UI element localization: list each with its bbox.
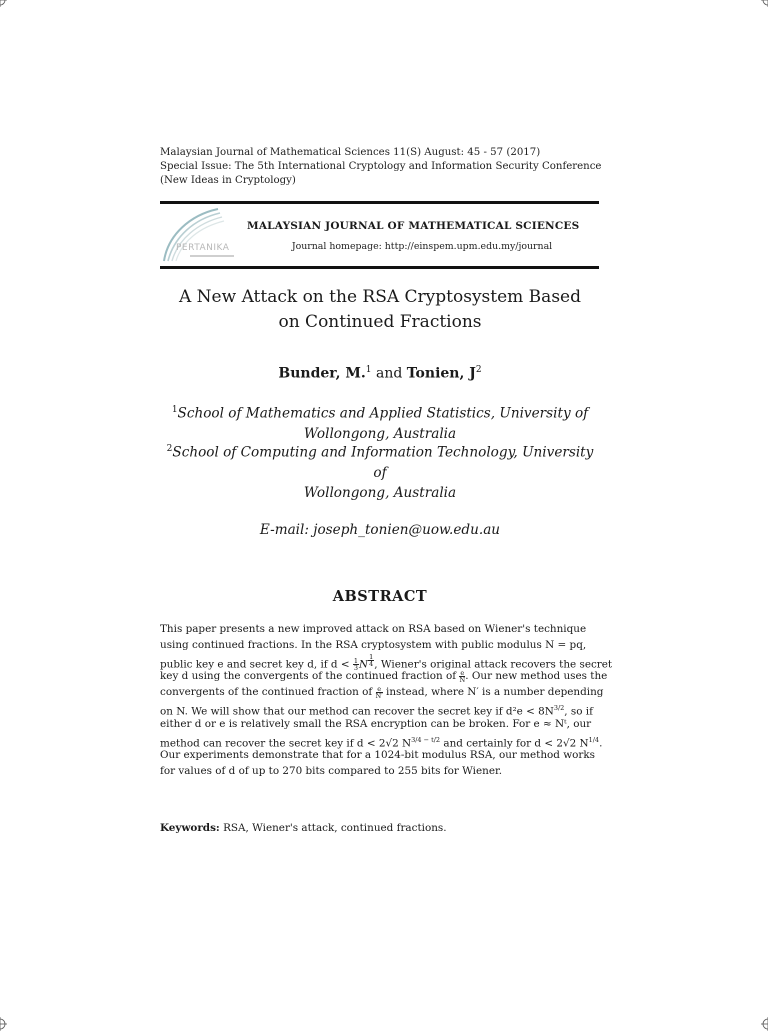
masthead-top-rule xyxy=(160,201,599,204)
author-name: Bunder, M. xyxy=(278,365,366,382)
abstract-line: on N. We will show that our method can recover the secret key if $d^2e < 8N^{3/2}$, so if xyxy=(160,703,593,718)
header-meta xyxy=(160,146,602,188)
abstract-line: Our experiments demonstrate that for a 1024-bit modulus RSA, our method works xyxy=(160,749,595,762)
journal-homepage[interactable]: Journal homepage: http://einspem.upm.edu.my/journal xyxy=(291,241,553,252)
affiliation-mark: 1 xyxy=(171,405,178,415)
logo-underline xyxy=(190,255,234,257)
logo-wordmark: PERTANIKA xyxy=(176,243,230,253)
title-line: A New Attack on the RSA Cryptosystem Based xyxy=(179,287,581,307)
masthead-bottom-rule xyxy=(160,266,599,269)
affiliation-mark: 1 xyxy=(365,365,372,375)
fraction: $\frac{e}{N}$ xyxy=(459,668,466,684)
contact-email[interactable]: E-mail: joseph_tonien@uow.edu.au xyxy=(259,522,501,538)
author-separator: and xyxy=(375,365,403,382)
crop-mark-icon xyxy=(761,1017,768,1031)
abstract-line: key d using the convergents of the continued fraction of $\frac{e}{N}$ . Our new method uses the xyxy=(160,668,608,684)
abstract-line: for values of d of up to 270 bits compared to 255 bits for Wiener. xyxy=(160,765,503,778)
affiliation xyxy=(160,400,600,444)
affiliation-mark: 2 xyxy=(166,444,173,454)
keywords-label: Keywords: xyxy=(160,822,220,834)
title-line: on Continued Fractions xyxy=(278,312,482,332)
crop-mark-icon xyxy=(0,0,7,7)
author-name: Tonien, J xyxy=(406,365,476,382)
abstract-line: method can recover the secret key if d < 2√2 $N^{3/4 - t/2}$ and certainly for d < 2√2 $N^{1/4}$. xyxy=(160,735,603,750)
abstract-line: public key e and secret key d, if d < $\frac{1}{3}$ N $^{\frac{1}{4}}$ , Wiener's original attack recovers the secret xyxy=(160,653,613,672)
affiliation-text: Wollongong, Australia xyxy=(303,425,457,442)
crop-mark-icon xyxy=(0,1017,7,1031)
special-issue-note: Special Issue: The 5th International Cryptology and Information Security Conference (New Ideas in Cryptology) xyxy=(160,161,602,186)
crop-mark-icon xyxy=(761,0,768,7)
abstract-heading: ABSTRACT xyxy=(332,588,428,605)
affiliation-text: School of Mathematics and Applied Statistics, University of xyxy=(177,405,589,422)
abstract-line: either d or e is relatively small the RSA encryption can be broken. For e ≈ Nᵗ, our xyxy=(160,717,592,730)
abstract-line: convergents of the continued fraction of $\frac{e}{N'}$ instead, where N′ is a number depending xyxy=(160,684,604,700)
affiliation-text: School of Computing and Information Technology, University of xyxy=(172,444,594,481)
abstract-line: This paper presents a new improved attack on RSA based on Wiener's technique xyxy=(160,623,587,635)
abstract-line: using continued fractions. In the RSA cryptosystem with public modulus N = pq, xyxy=(160,638,587,651)
keywords xyxy=(160,822,600,834)
journal-name: MALAYSIAN JOURNAL OF MATHEMATICAL SCIENCES xyxy=(247,220,580,232)
affiliation xyxy=(160,439,600,503)
affiliation-text: Wollongong, Australia xyxy=(303,484,457,501)
affiliation-mark: 2 xyxy=(475,365,482,375)
keywords-text: RSA, Wiener's attack, continued fractions. xyxy=(223,822,447,834)
journal-citation: Malaysian Journal of Mathematical Sciences 11(S) August: 45 - 57 (2017) xyxy=(160,147,541,158)
paper-title xyxy=(140,285,620,335)
author-list xyxy=(160,365,600,382)
pertanika-logo xyxy=(160,205,242,263)
fraction: $\frac{e}{N'}$ xyxy=(375,684,383,700)
abstract-body xyxy=(160,622,613,780)
fraction: $\frac{1}{3}$ xyxy=(353,656,359,672)
